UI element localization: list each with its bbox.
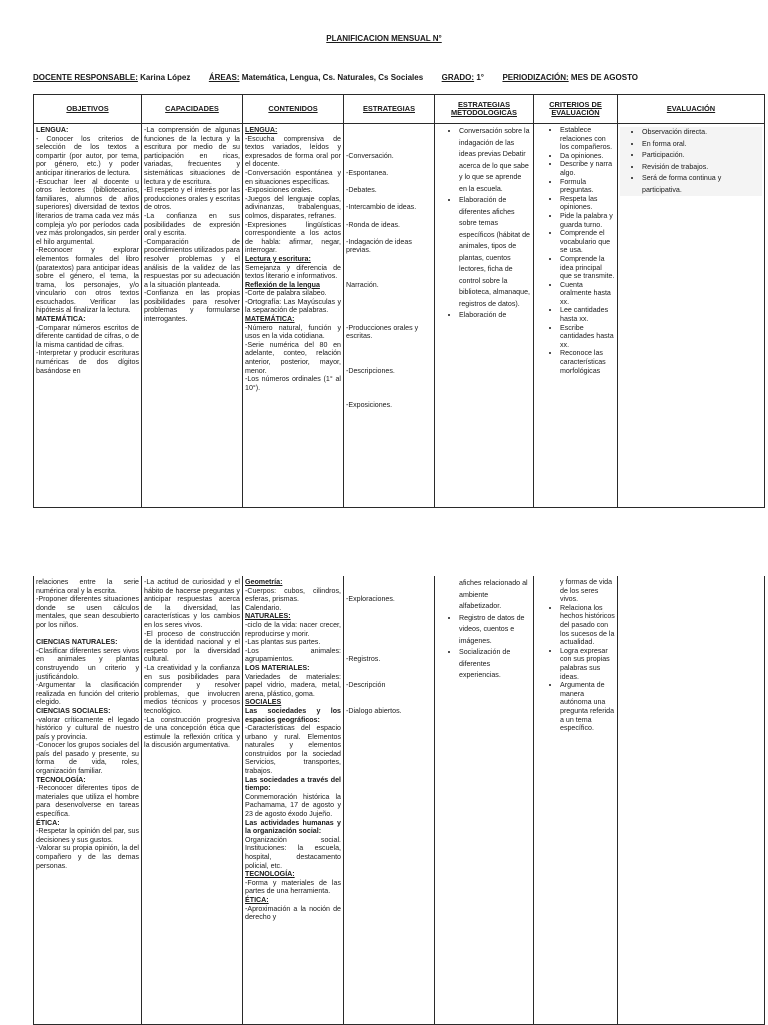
- section-heading: LOS MATERIALES:: [245, 663, 310, 672]
- metodologicas-continuation: afiches relacionado al ambiente alfabetizador.: [459, 579, 528, 610]
- list-item: • Pide la palabra y guarda turno.: [560, 212, 615, 229]
- spacer: [346, 135, 432, 144]
- list-item: • Comprende el vocabulario que se usa.: [560, 229, 615, 255]
- text-line: -Ortografía: Las Mayúsculas y la separación de palabras.: [245, 297, 341, 315]
- criterios-cell: [536, 126, 615, 375]
- page-title: PLANIFICACION MENSUAL N°: [326, 34, 442, 43]
- text-line: Narración.: [346, 280, 379, 289]
- section-heading: ÉTICA:: [245, 895, 269, 904]
- spacer: [36, 630, 139, 639]
- text-line: -Exposiciones orales.: [245, 186, 313, 195]
- areas-value: Matemática, Lengua, Cs. Naturales, Cs Sociales: [241, 73, 424, 82]
- list-item: • En forma oral.: [642, 139, 762, 151]
- planning-table-page1: [33, 94, 765, 508]
- spacer: [346, 298, 432, 307]
- text-line: -Conocer los grupos sociales del país del pasado y presente, su forma de vida, roles, organización familiar.: [36, 741, 139, 776]
- header-info: [33, 73, 753, 82]
- list-item: • Establece relaciones con los compañeros.: [560, 126, 615, 152]
- metodologicas-cell: [437, 578, 531, 682]
- list-item: • Relaciona los hechos históricos del pasado con los sucesos de la actualidad.: [560, 604, 615, 647]
- section-heading: LENGUA:: [245, 126, 278, 134]
- table-header-row: [34, 95, 765, 124]
- metodologicas-list: [437, 613, 531, 682]
- text-line: -Descripciones.: [346, 366, 395, 375]
- list-item: • Elaboración de: [459, 310, 531, 322]
- spacer: [346, 612, 432, 621]
- list-item: • Elaboración de diferentes afiches sobre temas específicos (hábitat de animales, tipos de plantas, cuentos lectores, ficha de control sobre la biblioteca, almanaque, registros de datos).: [459, 195, 531, 310]
- text-line: Conmemoración histórica la Pachamama, 17 de agosto y 23 de agosto éxodo Jujeño.: [245, 792, 341, 819]
- section-heading: Las actividades humanas y la organización social:: [245, 818, 341, 836]
- text-line: -Conversación espontánea y en situaciones específicas.: [245, 168, 341, 186]
- text-line: -Corte de palabra silabeo.: [245, 289, 327, 298]
- docente-label: DOCENTE RESPONSABLE:: [33, 73, 138, 82]
- list-item: • Da opiniones.: [560, 152, 615, 161]
- text-line: -Los animales: agrupamientos.: [245, 646, 341, 664]
- spacer: [346, 178, 432, 187]
- planning-table-page2: [33, 576, 765, 1025]
- list-item: • Revisión de trabajos.: [642, 162, 762, 174]
- spacer: [346, 578, 432, 587]
- spacer: [346, 349, 432, 358]
- list-item: • Formula preguntas.: [560, 178, 615, 195]
- list-item: • Observación directa.: [642, 127, 762, 139]
- section-heading: TECNOLOGÍA:: [245, 870, 295, 879]
- text-line: -Debates.: [346, 186, 377, 195]
- text-line: -Comparar números escritos de diferente cantidad de cifras, o de la misma cantidad de cifras.: [36, 323, 139, 349]
- spacer: [346, 673, 432, 682]
- text-line: -valorar críticamente el legado histórico y cultural de nuestro país y provincia.: [36, 715, 139, 741]
- text-line: -La comprensión de algunas funciones de la lectura y la escritura por medio de su participación en ricas, variadas, frecuentes y sistemáticas situaciones de lectura y de escritura.: [144, 126, 240, 186]
- spacer: [346, 604, 432, 613]
- capacidades-cell: [144, 126, 240, 324]
- col-header-estrategias-metodologicas: ESTRATEGIAS METODOLOGICAS: [435, 95, 534, 124]
- text-line: -Comparación de procedimientos utilizados para resolver problemas y el análisis de la validez de las respuestas por su adecuación a la situación planteada.: [144, 237, 240, 289]
- criterios-list: [536, 126, 615, 375]
- contenidos-cell: [245, 578, 341, 922]
- text-line: -Registros.: [346, 655, 381, 664]
- section-heading: MATEMÁTICA:: [36, 315, 86, 324]
- list-item: • Logra expresar con sus propias palabras sus ideas.: [560, 647, 615, 681]
- periodo-value: MES DE AGOSTO: [570, 73, 639, 82]
- metodologicas-cell: [437, 126, 531, 322]
- section-heading: NATURALES:: [245, 612, 291, 621]
- grado-value: 1°: [476, 73, 484, 82]
- criterios-cell: [536, 578, 615, 733]
- evaluacion-cell: [620, 126, 762, 196]
- text-line: -La creatividad y la confianza en sus posibilidades para comprender y resolver problemas, que involucren medios técnicos y procesos tecnológico.: [144, 663, 240, 715]
- spacer: [346, 587, 432, 596]
- text-line: -Escucha comprensiva de textos variados, leídos y expresados de forma oral por el docente.: [245, 134, 341, 169]
- spacer: [346, 638, 432, 647]
- text-line: -El proceso de construcción de la identidad nacional y el respeto por la diversidad cultural.: [144, 629, 240, 664]
- section-heading: SOCIALES: [245, 698, 282, 707]
- spacer: [346, 664, 432, 673]
- spacer: [346, 358, 432, 367]
- list-item: • Participación.: [642, 150, 762, 162]
- text-line: - Conocer los criterios de selección de los textos a compartir (por autor, por tema, por género, etc.) y poder anticipar itinerarios de lectura.: [36, 134, 139, 177]
- section-heading: ÉTICA:: [36, 818, 60, 827]
- spacer: [346, 621, 432, 630]
- col-header-evaluacion: EVALUACIÓN: [618, 95, 765, 124]
- criterios-list: [536, 604, 615, 733]
- text-line: -Los números ordinales (1° al 10°).: [245, 375, 341, 392]
- spacer: [346, 229, 432, 238]
- text-line: -Indagación de ideas previas.: [346, 237, 412, 255]
- text-line: -Ronda de ideas.: [346, 220, 401, 229]
- text-line: Semejanza y diferencia de textos literario e informativos.: [245, 263, 341, 281]
- list-item: • Escribe cantidades hasta xx.: [560, 324, 615, 350]
- text-line: -Conversación.: [346, 151, 394, 160]
- spacer: [346, 647, 432, 656]
- col-header-criterios: CRITERIOS DE EVALUACIÓN: [534, 95, 618, 124]
- metodologicas-list: [437, 126, 531, 322]
- text-line: Organización social. Instituciones: la escuela, hospital, destacamento policial, etc.: [245, 835, 341, 870]
- text-line: -Reconocer diferentes tipos de materiales que utiliza el hombre para desenvolverse en tareas específica.: [36, 784, 139, 819]
- docente-value: Karina López: [140, 73, 191, 82]
- table-body-row: [34, 576, 765, 1024]
- spacer: [346, 698, 432, 707]
- contenidos-cell: [245, 126, 341, 392]
- text-line: Calendario.: [245, 603, 282, 612]
- text-line: -Cuerpos: cubos, cilindros, esferas, prismas.: [245, 586, 341, 604]
- text-line: -La construcción progresiva de una concepción ética que estimule la reflexión crítica y la discusión argumentativa.: [144, 715, 240, 750]
- text-line: -Argumentar la clasificación realizada en función del criterio elegido.: [36, 681, 139, 707]
- spacer: [346, 126, 432, 135]
- spacer: [346, 306, 432, 315]
- list-item: • Cuenta oralmente hasta xx.: [560, 281, 615, 307]
- spacer: [346, 341, 432, 350]
- list-item: • Comprende la idea principal que se transmite.: [560, 255, 615, 281]
- table-body-row: [34, 124, 765, 508]
- spacer: [346, 212, 432, 221]
- text-line: Variedades de materiales: papel vidrio, madera, metal, arena, plástico, goma.: [245, 672, 341, 698]
- text-line: -Proponer diferentes situaciones donde se usen cálculos mentales, que sean descubierto por los niños.: [36, 595, 139, 629]
- text-line: -Juegos del lenguaje coplas, adivinanzas, trabalenguas, colmos, disparates, refranes.: [245, 194, 341, 220]
- list-item: • Será de forma continua y participativa.: [642, 173, 762, 196]
- list-item: • Conversación sobre la indagación de las ideas previas Debatir acerca de lo que sabe y lo que se aprende en la escuela.: [459, 126, 531, 195]
- spacer: [346, 375, 432, 384]
- list-item: • Describe y narra algo.: [560, 160, 615, 177]
- text-line: -La actitud de curiosidad y el hábito de hacerse preguntas y anticipar respuestas acerca de la diversidad, las características y los cambios en los seres vivos.: [144, 578, 240, 629]
- col-header-contenidos: CONTENIDOS: [243, 95, 344, 124]
- estrategias-cell: [346, 578, 432, 716]
- section-heading: MATEMÁTICA:: [245, 315, 295, 324]
- text-line: -El respeto y el interés por las producciones orales y escritas de otros.: [144, 186, 240, 212]
- text-line: -Confianza en las propias posibilidades para resolver problemas y formularse interrogantes.: [144, 289, 240, 324]
- section-heading: CIENCIAS NATURALES:: [36, 638, 118, 647]
- spacer: [346, 289, 432, 298]
- text-line: -Intercambio de ideas.: [346, 203, 417, 212]
- spacer: [346, 272, 432, 281]
- list-item: • Reconoce las características morfológicas: [560, 349, 615, 375]
- spacer: [346, 630, 432, 639]
- col-header-capacidades: CAPACIDADES: [142, 95, 243, 124]
- text-line: -Valorar su propia opinión, la del compañero y de las demas personas.: [36, 844, 139, 870]
- list-item: • Socialización de diferentes experiencias.: [459, 647, 531, 682]
- text-line: -Forma y materiales de las partes de una herramienta.: [245, 878, 341, 896]
- text-line: -Respetar la opinión del par, sus decisiones y sus gustos.: [36, 827, 139, 844]
- section-heading: Geometría:: [245, 578, 283, 586]
- col-header-objetivos: OBJETIVOS: [34, 95, 142, 124]
- text-line: relaciones entre la serie numérica oral y la escrita.: [36, 578, 139, 595]
- col-header-estrategias: ESTRATEGIAS: [344, 95, 435, 124]
- section-heading: TECNOLOGÍA:: [36, 775, 86, 784]
- spacer: [346, 264, 432, 273]
- spacer: [346, 160, 432, 169]
- spacer: [346, 195, 432, 204]
- section-heading: CIENCIAS SOCIALES:: [36, 706, 111, 715]
- spacer: [346, 255, 432, 264]
- text-line: -Dialogo abiertos.: [346, 706, 402, 715]
- text-line: -Aproximación a la noción de derecho y: [245, 904, 341, 922]
- section-heading: Las sociedades a través del tiempo:: [245, 775, 341, 793]
- grado-label: GRADO:: [441, 73, 475, 82]
- text-line: -Expresiones lingüísticas correspondiente a los actos de habla: afirmar, negar, interrogar.: [245, 220, 341, 255]
- text-line: -Producciones orales y escritas.: [346, 323, 419, 341]
- estrategias-cell: [346, 126, 432, 410]
- list-item: • Respeta las opiniones.: [560, 195, 615, 212]
- list-item: • Registro de datos de videos, cuentos e imágenes.: [459, 613, 531, 648]
- capacidades-cell: [144, 578, 240, 750]
- spacer: [346, 392, 432, 401]
- text-line: -La confianza en sus posibilidades de expresión oral y escrita.: [144, 211, 240, 238]
- text-line: -Clasificar diferentes seres vivos en animales y plantas construyendo un criterio y justificándolo.: [36, 646, 139, 681]
- areas-label: ÁREAS:: [208, 73, 240, 82]
- text-line: -Descripción: [346, 681, 386, 690]
- list-item: • Argumenta de manera autónoma una pregunta referida a un tema específico.: [560, 681, 615, 733]
- spacer: [346, 384, 432, 393]
- text-line: -Serie numérica del 80 en adelante, conteo, relación anterior, posterior, mayor, menor.: [245, 340, 341, 375]
- evaluacion-list: [620, 127, 762, 196]
- text-line: -Espontanea.: [346, 168, 389, 177]
- text-line: -ciclo de la vida: nacer crecer, reproducirse y morir.: [245, 620, 341, 638]
- text-line: -Las plantas sus partes.: [245, 638, 321, 647]
- text-line: -Número natural, función y usos en la vida cotidiana.: [245, 323, 341, 341]
- text-line: -Escuchar leer al docente u otros lectores (bibliotecarios, familiares, alumnos de años superiores) diversidad de textos literarios de trama cada vez más compleja y/o por períodos cada vez más prolongados, sin perder el hilo argumental.: [36, 177, 139, 246]
- list-item: • Lee cantidades hasta xx.: [560, 306, 615, 323]
- spacer: [346, 143, 432, 152]
- evaluacion-box: [620, 127, 762, 196]
- periodo-label: PERIODIZACIÓN:: [502, 73, 569, 82]
- text-line: -Interpretar y producir escrituras numéricas de dos dígitos basándose en: [36, 349, 139, 375]
- criterios-continuation: y formas de vida de los seres vivos.: [560, 578, 613, 604]
- text-line: -Exposiciones.: [346, 401, 393, 409]
- spacer: [346, 690, 432, 699]
- section-heading: LENGUA:: [36, 126, 69, 134]
- spacer: [346, 315, 432, 324]
- section-heading: Lectura y escritura:: [245, 254, 311, 263]
- section-heading: Reflexión de la lengua: [245, 280, 320, 289]
- objetivos-cell: [36, 126, 139, 375]
- text-line: -Reconocer y explorar elementos formales del libro (paratextos) para anticipar ideas sobre el género, el tema, la trama, los personajes, y/o vinculario con otros textos escuchados. Verificar las hipótesis al finalizar la lectura.: [36, 246, 139, 315]
- text-line: -Características del espacio urbano y rural. Elementos naturales y elementos construidos por la sociedad Servicios, transportes, trabajos.: [245, 724, 341, 776]
- text-line: -Exploraciones.: [346, 595, 395, 604]
- section-heading: Las sociedades y los espacios geográficos:: [245, 706, 341, 724]
- objetivos-cell: [36, 578, 139, 870]
